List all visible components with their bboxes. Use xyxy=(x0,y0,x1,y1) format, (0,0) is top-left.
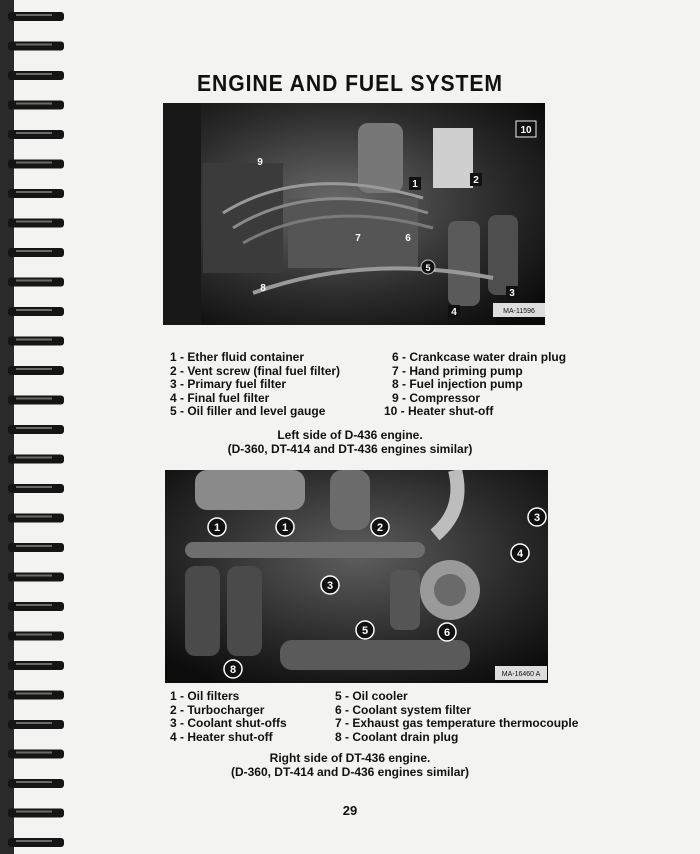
callout-label: 3 xyxy=(509,288,515,299)
binding-coil-highlight xyxy=(16,663,52,665)
caption-line: Left side of D-436 engine. xyxy=(277,428,423,442)
binding-coil-highlight xyxy=(16,368,52,370)
page-number: 29 xyxy=(342,803,358,818)
legend-item: 1 - Oil filters xyxy=(170,689,240,703)
legend-item: 2 - Turbocharger xyxy=(170,702,265,717)
callout-label: 4 xyxy=(451,307,457,318)
legend-item: 4 - Heater shut-off xyxy=(170,729,273,744)
binding-coil-highlight xyxy=(16,604,52,606)
engine-photo-left-side xyxy=(163,103,545,325)
binding-coil-highlight xyxy=(16,221,52,223)
legend-item: 7 - Exhaust gas temperature thermocouple xyxy=(335,716,579,730)
figure1-legend-right xyxy=(384,350,567,419)
binding-coil xyxy=(8,396,64,405)
figure1-legend-left xyxy=(170,351,340,419)
figure2-legend-left xyxy=(170,690,287,744)
legend-item: 7 - Hand priming pump xyxy=(392,363,523,378)
callout-label: 1 xyxy=(412,179,418,190)
binding-coil xyxy=(8,307,64,316)
caption-line: (D-360, DT-414 and D-436 engines similar) xyxy=(230,765,470,779)
callout-label: 7 xyxy=(355,233,361,244)
binding-coil-highlight xyxy=(16,309,52,311)
callout-label: 9 xyxy=(257,157,263,168)
binding-coil-highlight xyxy=(16,516,52,518)
binding-coil xyxy=(8,248,64,257)
binding-coil xyxy=(8,219,64,228)
binding-coil-highlight xyxy=(16,575,52,577)
legend-item: 3 - Coolant shut-offs xyxy=(170,716,287,730)
legend-item: 1 - Ether fluid container xyxy=(170,350,305,364)
caption-line: (D-360, DT-414 and DT-436 engines similar) xyxy=(227,442,473,456)
binding-coil xyxy=(8,484,64,493)
binding-coil-highlight xyxy=(16,44,52,46)
callout-label: 3 xyxy=(533,512,541,524)
legend-item: 5 - Oil cooler xyxy=(335,689,408,703)
binding-coil-highlight xyxy=(16,486,52,488)
binding-coil xyxy=(8,632,64,641)
photo-reference-label: MA-16460 A xyxy=(501,671,541,678)
binding-coil-highlight xyxy=(16,840,52,842)
binding-coil-highlight xyxy=(16,457,52,459)
binding-coil xyxy=(8,543,64,552)
callout-label: 4 xyxy=(516,548,524,560)
caption-line: Right side of DT-436 engine. xyxy=(269,751,431,765)
callout-label: 5 xyxy=(361,625,369,637)
legend-item: 2 - Vent screw (final fuel filter) xyxy=(170,363,341,378)
figure2-legend-right xyxy=(335,690,578,744)
legend-item: 10 - Heater shut-off xyxy=(384,404,494,418)
binding-coil-highlight xyxy=(16,132,52,134)
binding-coil xyxy=(8,573,64,582)
binding-coil xyxy=(8,720,64,729)
binding-coil xyxy=(8,691,64,700)
callout-label: 6 xyxy=(443,627,451,639)
callout-label: 6 xyxy=(405,233,411,244)
binding-coil xyxy=(8,779,64,788)
binding-coil xyxy=(8,101,64,110)
legend-item: 3 - Primary fuel filter xyxy=(170,377,287,391)
binding-coil-highlight xyxy=(16,250,52,252)
binding-coil-highlight xyxy=(16,280,52,282)
binding-coil xyxy=(8,838,64,847)
binding-coil xyxy=(8,12,64,21)
binding-coil-highlight xyxy=(16,693,52,695)
binding-coil xyxy=(8,337,64,346)
binding-coil xyxy=(8,661,64,670)
callout-label: 1 xyxy=(281,522,289,534)
legend-item: 5 - Oil filler and level gauge xyxy=(170,404,326,418)
callout-label: 2 xyxy=(376,522,384,534)
binding-coil xyxy=(8,278,64,287)
callout-label: 10 xyxy=(520,125,532,136)
photo-reference-label: MA-11596 xyxy=(503,308,535,315)
binding-coil xyxy=(8,42,64,51)
figure1-caption xyxy=(0,428,700,456)
callout-label: 2 xyxy=(473,175,479,186)
page-title: ENGINE AND FUEL SYSTEM xyxy=(197,70,503,96)
binding-coil-highlight xyxy=(16,545,52,547)
binding-coil-highlight xyxy=(16,722,52,724)
callout-label: 8 xyxy=(229,664,237,676)
callout-label: 8 xyxy=(260,283,266,294)
binding-coil-highlight xyxy=(16,103,52,105)
binding-coil-highlight xyxy=(16,162,52,164)
binding-coil xyxy=(8,189,64,198)
legend-item: 6 - Crankcase water drain plug xyxy=(392,350,567,364)
legend-item: 6 - Coolant system filter xyxy=(335,702,472,717)
legend-item: 4 - Final fuel filter xyxy=(170,390,270,405)
binding-coil-highlight xyxy=(16,339,52,341)
legend-item: 8 - Coolant drain plug xyxy=(335,729,459,744)
callout-label: 5 xyxy=(425,263,431,273)
binding-coil-highlight xyxy=(16,398,52,400)
binding-coil xyxy=(8,160,64,169)
engine-photo-right-side xyxy=(165,470,548,683)
legend-item: 8 - Fuel injection pump xyxy=(392,377,523,391)
binding-coil xyxy=(8,366,64,375)
callout-label: 3 xyxy=(326,580,334,592)
callout-label: 1 xyxy=(213,522,221,534)
binding-coil-highlight xyxy=(16,191,52,193)
binding-coil xyxy=(8,514,64,523)
binding-coil-highlight xyxy=(16,781,52,783)
binding-coil xyxy=(8,130,64,139)
spiral-binding xyxy=(0,0,70,854)
figure2-caption xyxy=(0,751,700,779)
binding-coil xyxy=(8,602,64,611)
legend-item: 9 - Compressor xyxy=(392,390,481,405)
binding-coil-highlight xyxy=(16,634,52,636)
binding-coil-highlight xyxy=(16,14,52,16)
